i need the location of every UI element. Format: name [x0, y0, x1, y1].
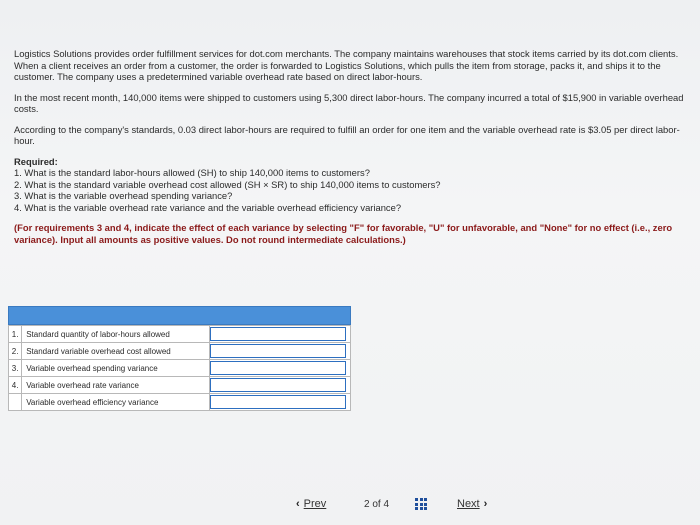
- instructions-note: (For requirements 3 and 4, indicate the effect of each variance by selecting "F" for favorable, "U" for unfavorable, and "None" for no effect (i.e., zero variance). Input all amounts as positive values. Do not round intermediate calculations.): [14, 222, 673, 245]
- required-list: [14, 167, 684, 213]
- next-label: Next: [457, 498, 480, 510]
- required-item-1: 1. What is the standard labor-hours allowed (SH) to ship 140,000 items to customers?: [14, 167, 370, 178]
- problem-paragraph-1: Logistics Solutions provides order fulfillment services for dot.com merchants. The company maintains warehouses that stock items carried by its dot.com clients. When a client receives an order from a customer, the order is forwarded to Logistics Solutions, which pulls the item from storage, packs it, and ships it to the customer. The company uses a predetermined variable overhead rate based on direct labor-hours.: [14, 48, 679, 82]
- required-item-4: 4. What is the variable overhead rate variance and the variable overhead efficiency variance?: [14, 201, 402, 213]
- row-label: Standard quantity of labor-hours allowed: [22, 326, 210, 343]
- grid-icon[interactable]: [415, 498, 427, 510]
- problem-text: [14, 48, 684, 245]
- row-label: Variable overhead rate variance: [22, 377, 210, 394]
- table-row: [9, 394, 351, 411]
- page-current: 2: [364, 499, 370, 510]
- row-label: Standard variable overhead cost allowed: [22, 343, 210, 360]
- required-heading: Required:: [14, 155, 58, 167]
- row-number: 1.: [9, 326, 22, 343]
- row-number: 4.: [9, 377, 22, 394]
- problem-paragraph-3: According to the company's standards, 0.03 direct labor-hours are required to fulfill an order for one item and the variable overhead rate is $3.05 per direct labor-hour.: [14, 123, 680, 146]
- answer-input-std-cost[interactable]: [210, 344, 346, 358]
- prev-button[interactable]: [292, 498, 326, 510]
- row-label: Variable overhead efficiency variance: [22, 394, 210, 411]
- prev-label: Prev: [303, 498, 327, 510]
- answer-table: [8, 306, 351, 411]
- problem-paragraph-2: In the most recent month, 140,000 items were shipped to customers using 5,300 direct labor-hours. The company incurred a total of $15,900 in variable overhead costs.: [14, 91, 684, 114]
- table-row: [9, 326, 351, 343]
- answer-input-rate-variance[interactable]: [210, 378, 346, 392]
- pagination: [0, 496, 700, 516]
- row-number: [9, 394, 22, 411]
- required-item-2: 2. What is the standard variable overhead cost allowed (SH × SR) to ship 140,000 items to customers?: [14, 178, 441, 190]
- page-of: of: [372, 499, 381, 510]
- required-item-3: 3. What is the variable overhead spending variance?: [14, 190, 233, 201]
- page-total: 4: [383, 499, 390, 510]
- answer-input-efficiency-variance[interactable]: [210, 395, 346, 409]
- row-number: 2.: [9, 343, 22, 360]
- next-button[interactable]: [457, 498, 491, 510]
- page-indicator: [364, 499, 389, 510]
- answer-input-spending-variance[interactable]: [210, 361, 346, 375]
- table-row: [9, 343, 351, 360]
- row-number: 3.: [9, 360, 22, 377]
- chevron-right-icon: ›: [483, 498, 488, 510]
- table-row: [9, 360, 351, 377]
- table-row: [9, 377, 351, 394]
- answer-table-header: [8, 306, 351, 325]
- row-label: Variable overhead spending variance: [22, 360, 210, 377]
- answer-input-sh[interactable]: [210, 327, 346, 341]
- chevron-left-icon: ‹: [296, 498, 300, 510]
